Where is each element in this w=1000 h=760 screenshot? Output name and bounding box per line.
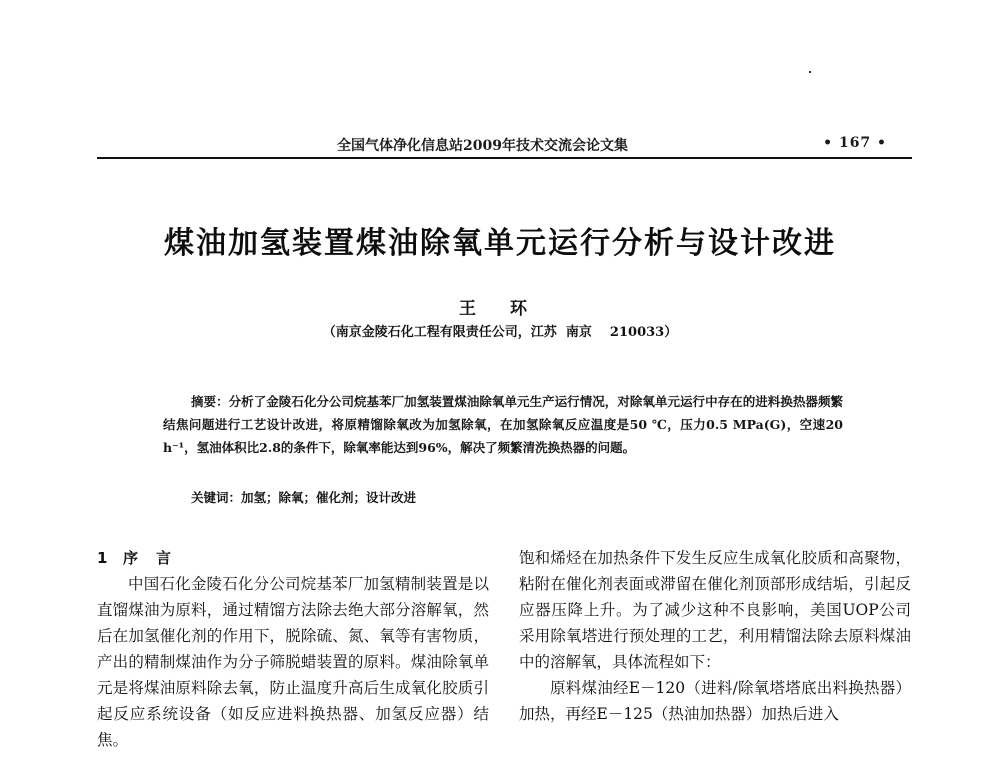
page-number: • 167 • [823,135,887,151]
section-number: 1 [97,549,108,567]
body-paragraph: 中国石化金陵石化分公司烷基苯厂加氢精制装置是以直馏煤油为原料，通过精馏方法除去绝大部分溶解氧，然后在加氢催化剂的作用下，脱除硫、氮、氧等有害物质，产出的精制煤油作为分子筛脱蜡装置的原料。煤油除氧单元是将煤油原料除去氧，防止温度升高后生成氧化胶质引起反应系统设备（如反应进料换热器、加氢反应器）结焦。 [97,575,489,749]
section-title: 序言 [123,549,190,567]
author-name: 王 环 [459,299,541,319]
left-column [97,545,489,753]
article-title: 煤油加氢装置煤油除氧单元运行分析与设计改进 [164,226,836,261]
right-column [519,545,911,727]
body-paragraph: 原料煤油经E－120（进料/除氧塔塔底出料换热器）加热，再经E－125（热油加热器）加热后进入 [519,679,911,723]
body-paragraph: 饱和烯烃在加热条件下发生反应生成氧化胶质和高聚物，粘附在催化剂表面或滞留在催化剂顶部形成结垢，引起反应器压降上升。为了减少这种不良影响，美国UOP公司采用除氧塔进行预处理的工艺，利用精馏法除去原料煤油中的溶解氧，具体流程如下： [519,549,911,671]
proceedings-title: 全国气体净化信息站2009年技术交流会论文集 [337,138,628,154]
header-rule [97,157,912,159]
abstract-text: 摘要：分析了金陵石化分公司烷基苯厂加氢装置煤油除氧单元生产运行情况，对除氧单元运行中存在的进料换热器频繁结焦问题进行工艺设计改进，将原精馏除氧改为加氢除氧，在加氢除氧反应温度是50 ℃，压力0.5 MPa(G)，空速20 h⁻¹，氢油体积比2.8的条件下，除氧率能达到96%，解决了频繁清洗换热器的问题。 [163,394,843,455]
abstract [163,390,843,459]
section-heading [97,545,489,571]
author-affiliation: （南京金陵石化工程有限责任公司，江苏 南京 210033） [322,325,678,340]
keywords: 关键词：加氢；除氧；催化剂；设计改进 [191,490,417,505]
scan-speck [809,71,811,73]
